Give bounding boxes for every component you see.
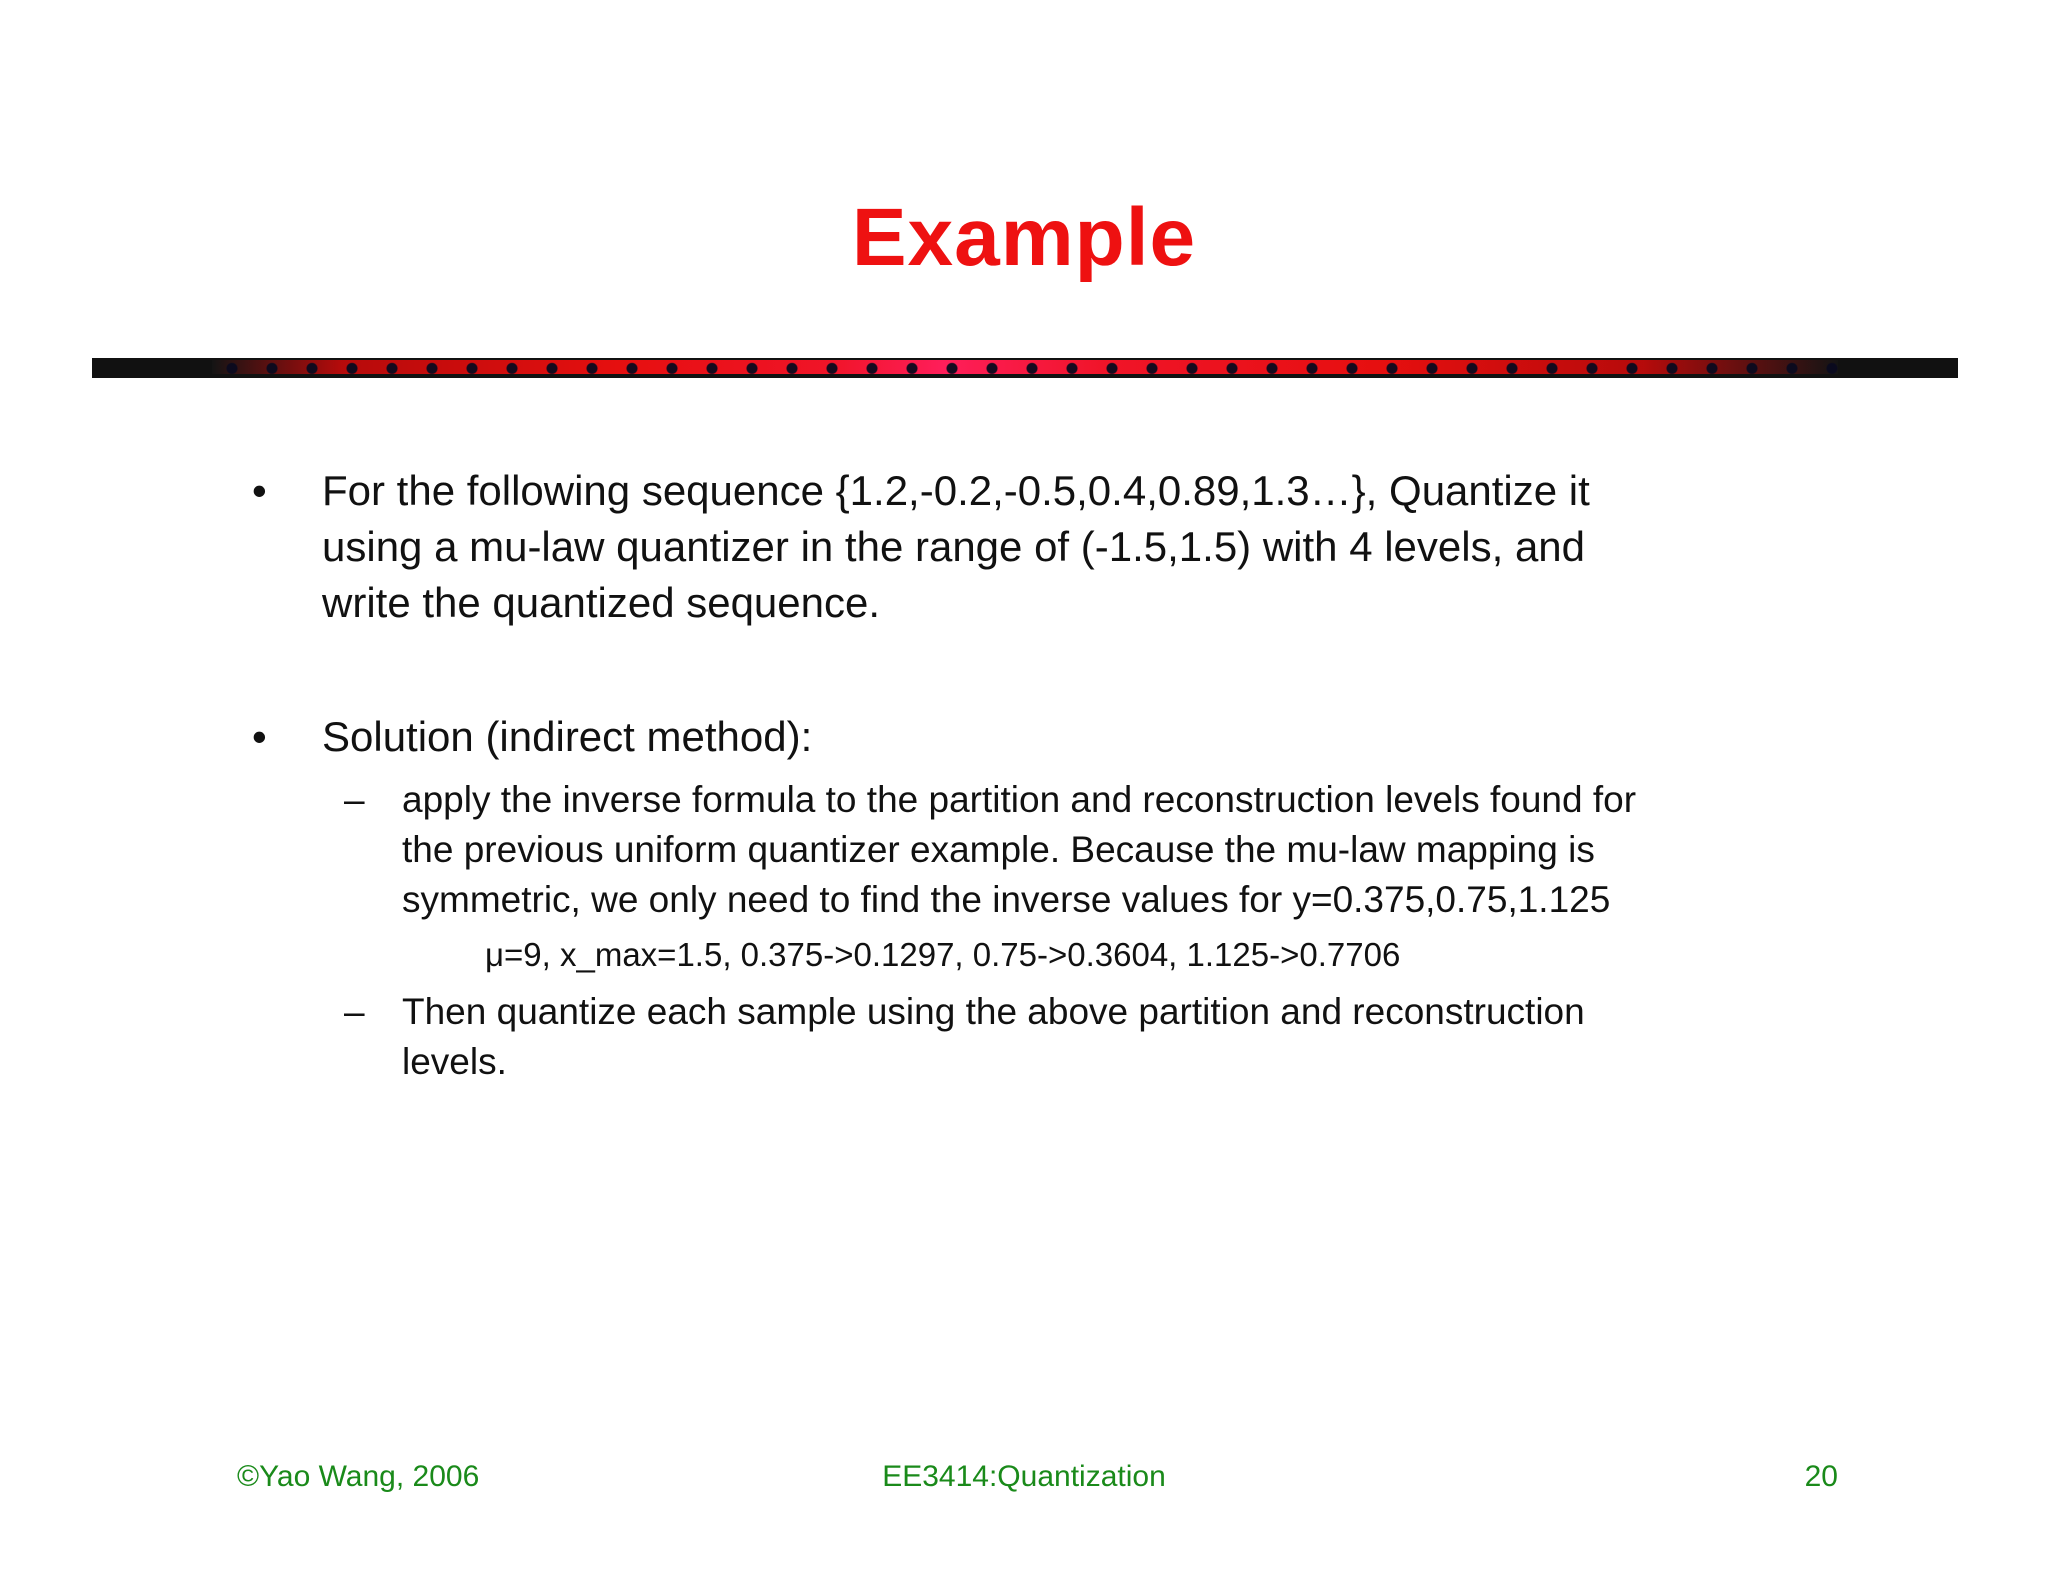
title-divider [92, 358, 1958, 378]
sub-item-line: symmetric, we only need to find the inverse values for y=0.375,0.75,1.125 [402, 879, 1611, 920]
divider-dot-pattern [212, 360, 1838, 374]
bullet-text [322, 709, 1822, 765]
formula-note: μ=9, x_max=1.5, 0.375->0.1297, 0.75->0.3604, 1.125->0.7706 [485, 936, 1401, 973]
bullet-line: using a mu-law quantizer in the range of (-1.5,1.5) with 4 levels, and [322, 523, 1586, 570]
bullet-marker: • [252, 467, 267, 514]
footer-course-title: EE3414:Quantization [882, 1460, 1166, 1493]
bullet-marker: • [252, 713, 267, 760]
sub-item-marker: – [344, 991, 365, 1032]
sub-item-line: Then quantize each sample using the above partition and reconstruction [402, 991, 1585, 1032]
sub-item-marker: – [344, 779, 365, 820]
sub-item-line: apply the inverse formula to the partition and reconstruction levels found for [402, 779, 1637, 820]
slide-title: Example [851, 192, 1197, 283]
bullet-text [322, 463, 1822, 631]
sub-item-text [402, 775, 1902, 925]
footer-copyright: ©Yao Wang, 2006 [237, 1460, 480, 1493]
sub-item-text [402, 987, 1902, 1087]
bullet-line: For the following sequence {1.2,-0.2,-0.5,0.4,0.89,1.3…}, Quantize it [322, 467, 1590, 514]
bullet-line: write the quantized sequence. [322, 579, 881, 626]
bullet-line: Solution (indirect method): [322, 713, 813, 760]
sub-item-line: the previous uniform quantizer example. Because the mu-law mapping is [402, 829, 1595, 870]
footer-page-number: 20 [1804, 1460, 1838, 1493]
sub-item-line: levels. [402, 1041, 507, 1082]
